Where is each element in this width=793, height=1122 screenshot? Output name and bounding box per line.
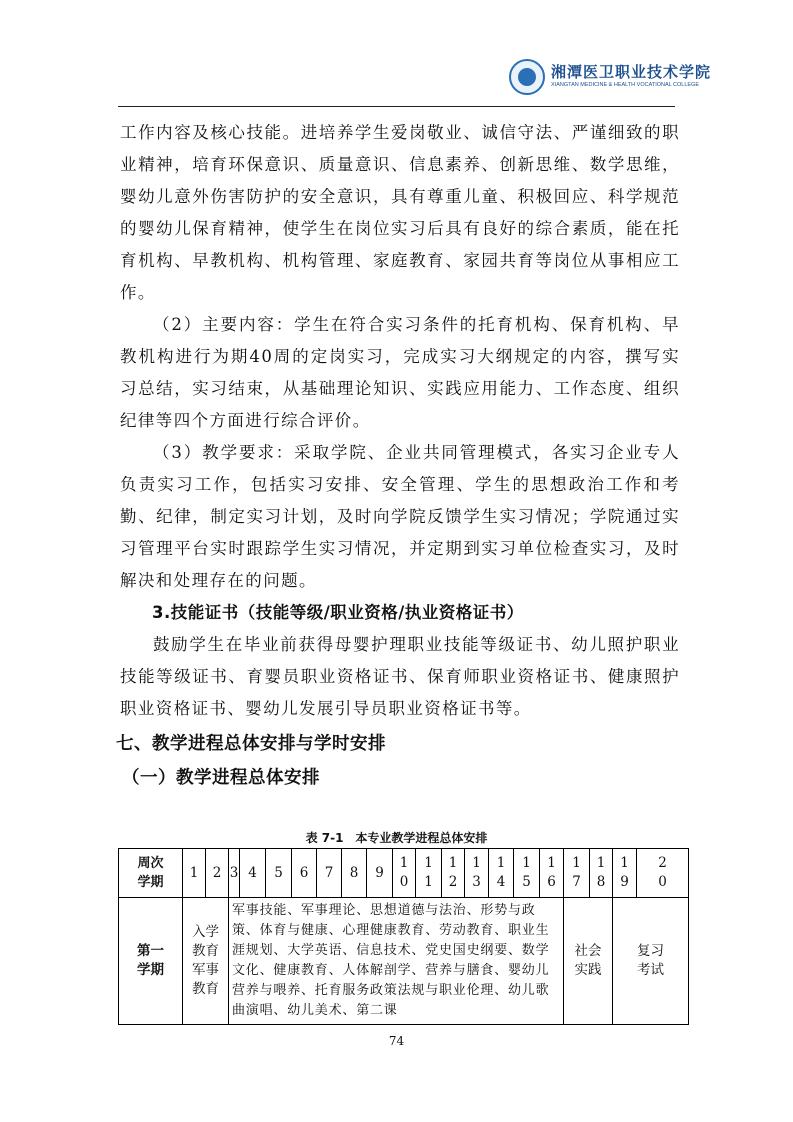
week-cell: 1 9 — [613, 849, 637, 898]
week-cell: 9 — [367, 849, 393, 898]
school-logo — [497, 55, 712, 99]
school-emblem-icon — [509, 59, 545, 95]
week-cell: 1 0 — [393, 849, 416, 898]
courses-cell: 军事技能、军事理论、思想道德与法治、形势与政策、体育与健康、心理健康教育、劳动教育、职业生涯规划、大学英语、信息技术、党史国史纲要、数学文化、健康教育、人体解剖学、营养与膳食、婴幼儿营养与喂养、托育服务政策法规与职业伦理、幼儿歌曲演唱、幼儿美术、第二课 — [229, 898, 564, 1025]
week-cell: 1 5 — [514, 849, 540, 898]
schedule-table — [118, 848, 689, 1025]
paragraph-requirements: （3）教学要求：采取学院、企业共同管理模式，各实习企业专人负责实习工作，包括实习安排、安全管理、学生的思想政治工作和考勤、纪律，制定实习计划，及时向学院反馈学生实习情况；学院通过实习管理平台实时跟踪学生实习情况，并定期到实习单位检查实习，及时解决和处理存在的问题。 — [120, 443, 680, 590]
table-caption: 表 7-1 本专业教学进程总体安排 — [305, 831, 488, 845]
page-number: 74 — [388, 1034, 405, 1048]
week-cell: 5 — [266, 849, 292, 898]
paragraph-certificates: 鼓励学生在毕业前获得母婴护理职业技能等级证书、幼儿照护职业技能等级证书、育婴员职业资格证书、保育师职业资格证书、健康照护职业资格证书、婴幼儿发展引导员职业资格证书等。 — [120, 635, 680, 718]
week-cell: 6 — [292, 849, 317, 898]
paragraph-goals: 工作内容及核心技能。进培养学生爱岗敬业、诚信守法、严谨细致的职业精神，培育环保意识、质量意识、信息素养、创新思维、数学思维，婴幼儿意外伤害防护的安全意识，具有尊重儿童、积极回应、科学规范的婴幼儿保育精神，使学生在岗位实习后具有良好的综合素质，能在托育机构、早教机构、机构管理、家庭教育、家园共育等岗位从事相应工作。 — [120, 123, 680, 302]
week-cell: 1 8 — [590, 849, 613, 898]
document-body — [116, 117, 680, 795]
subheading-certificates: 3.技能证书（技能等级/职业资格/执业资格证书） — [152, 603, 524, 622]
week-cell: 2 — [206, 849, 229, 898]
school-name: 湘潭医卫职业技术学院 — [551, 63, 712, 81]
week-cell: 7 — [317, 849, 342, 898]
paragraph-main-content: （2）主要内容：学生在符合实习条件的托育机构、保育机构、早教机构进行为期40周的定岗实习，完成实习大纲规定的内容，撰写实习总结，实习结束，从基础理论知识、实践应用能力、工作态度、组织纪律等四个方面进行综合评价。 — [120, 315, 680, 430]
term-label-cell: 第一 学期 — [119, 898, 183, 1025]
week-cell: 1 3 — [465, 849, 489, 898]
week-cell: 4 — [240, 849, 266, 898]
header-rule — [118, 106, 675, 107]
social-practice-cell: 社会 实践 — [564, 898, 613, 1025]
subsection-heading-1: （一）教学进程总体安排 — [122, 768, 320, 788]
table-row-term-1 — [119, 898, 689, 1025]
header-label-cell — [119, 849, 183, 898]
review-exam-cell: 复习 考试 — [613, 898, 689, 1025]
entrance-education-cell: 入学 教育 军事 教育 — [183, 898, 229, 1025]
week-cell: 1 — [183, 849, 206, 898]
school-name-en: XIANGTAN MEDICINE & HEALTH VOCATIONAL COLLEGE — [551, 82, 700, 88]
table-header-row — [119, 849, 689, 898]
header-term-label: 学期 — [137, 875, 164, 890]
week-cell: 2 0 — [637, 849, 689, 898]
section-heading-7: 七、教学进程总体安排与学时安排 — [116, 734, 386, 754]
week-cell: 1 2 — [442, 849, 465, 898]
week-cell: 3 — [229, 849, 240, 898]
week-cell: 1 1 — [416, 849, 442, 898]
week-cell: 8 — [342, 849, 367, 898]
week-cell: 1 7 — [564, 849, 590, 898]
header-week-label: 周次 — [137, 856, 164, 871]
week-cell: 1 6 — [540, 849, 564, 898]
week-cell: 1 4 — [489, 849, 514, 898]
